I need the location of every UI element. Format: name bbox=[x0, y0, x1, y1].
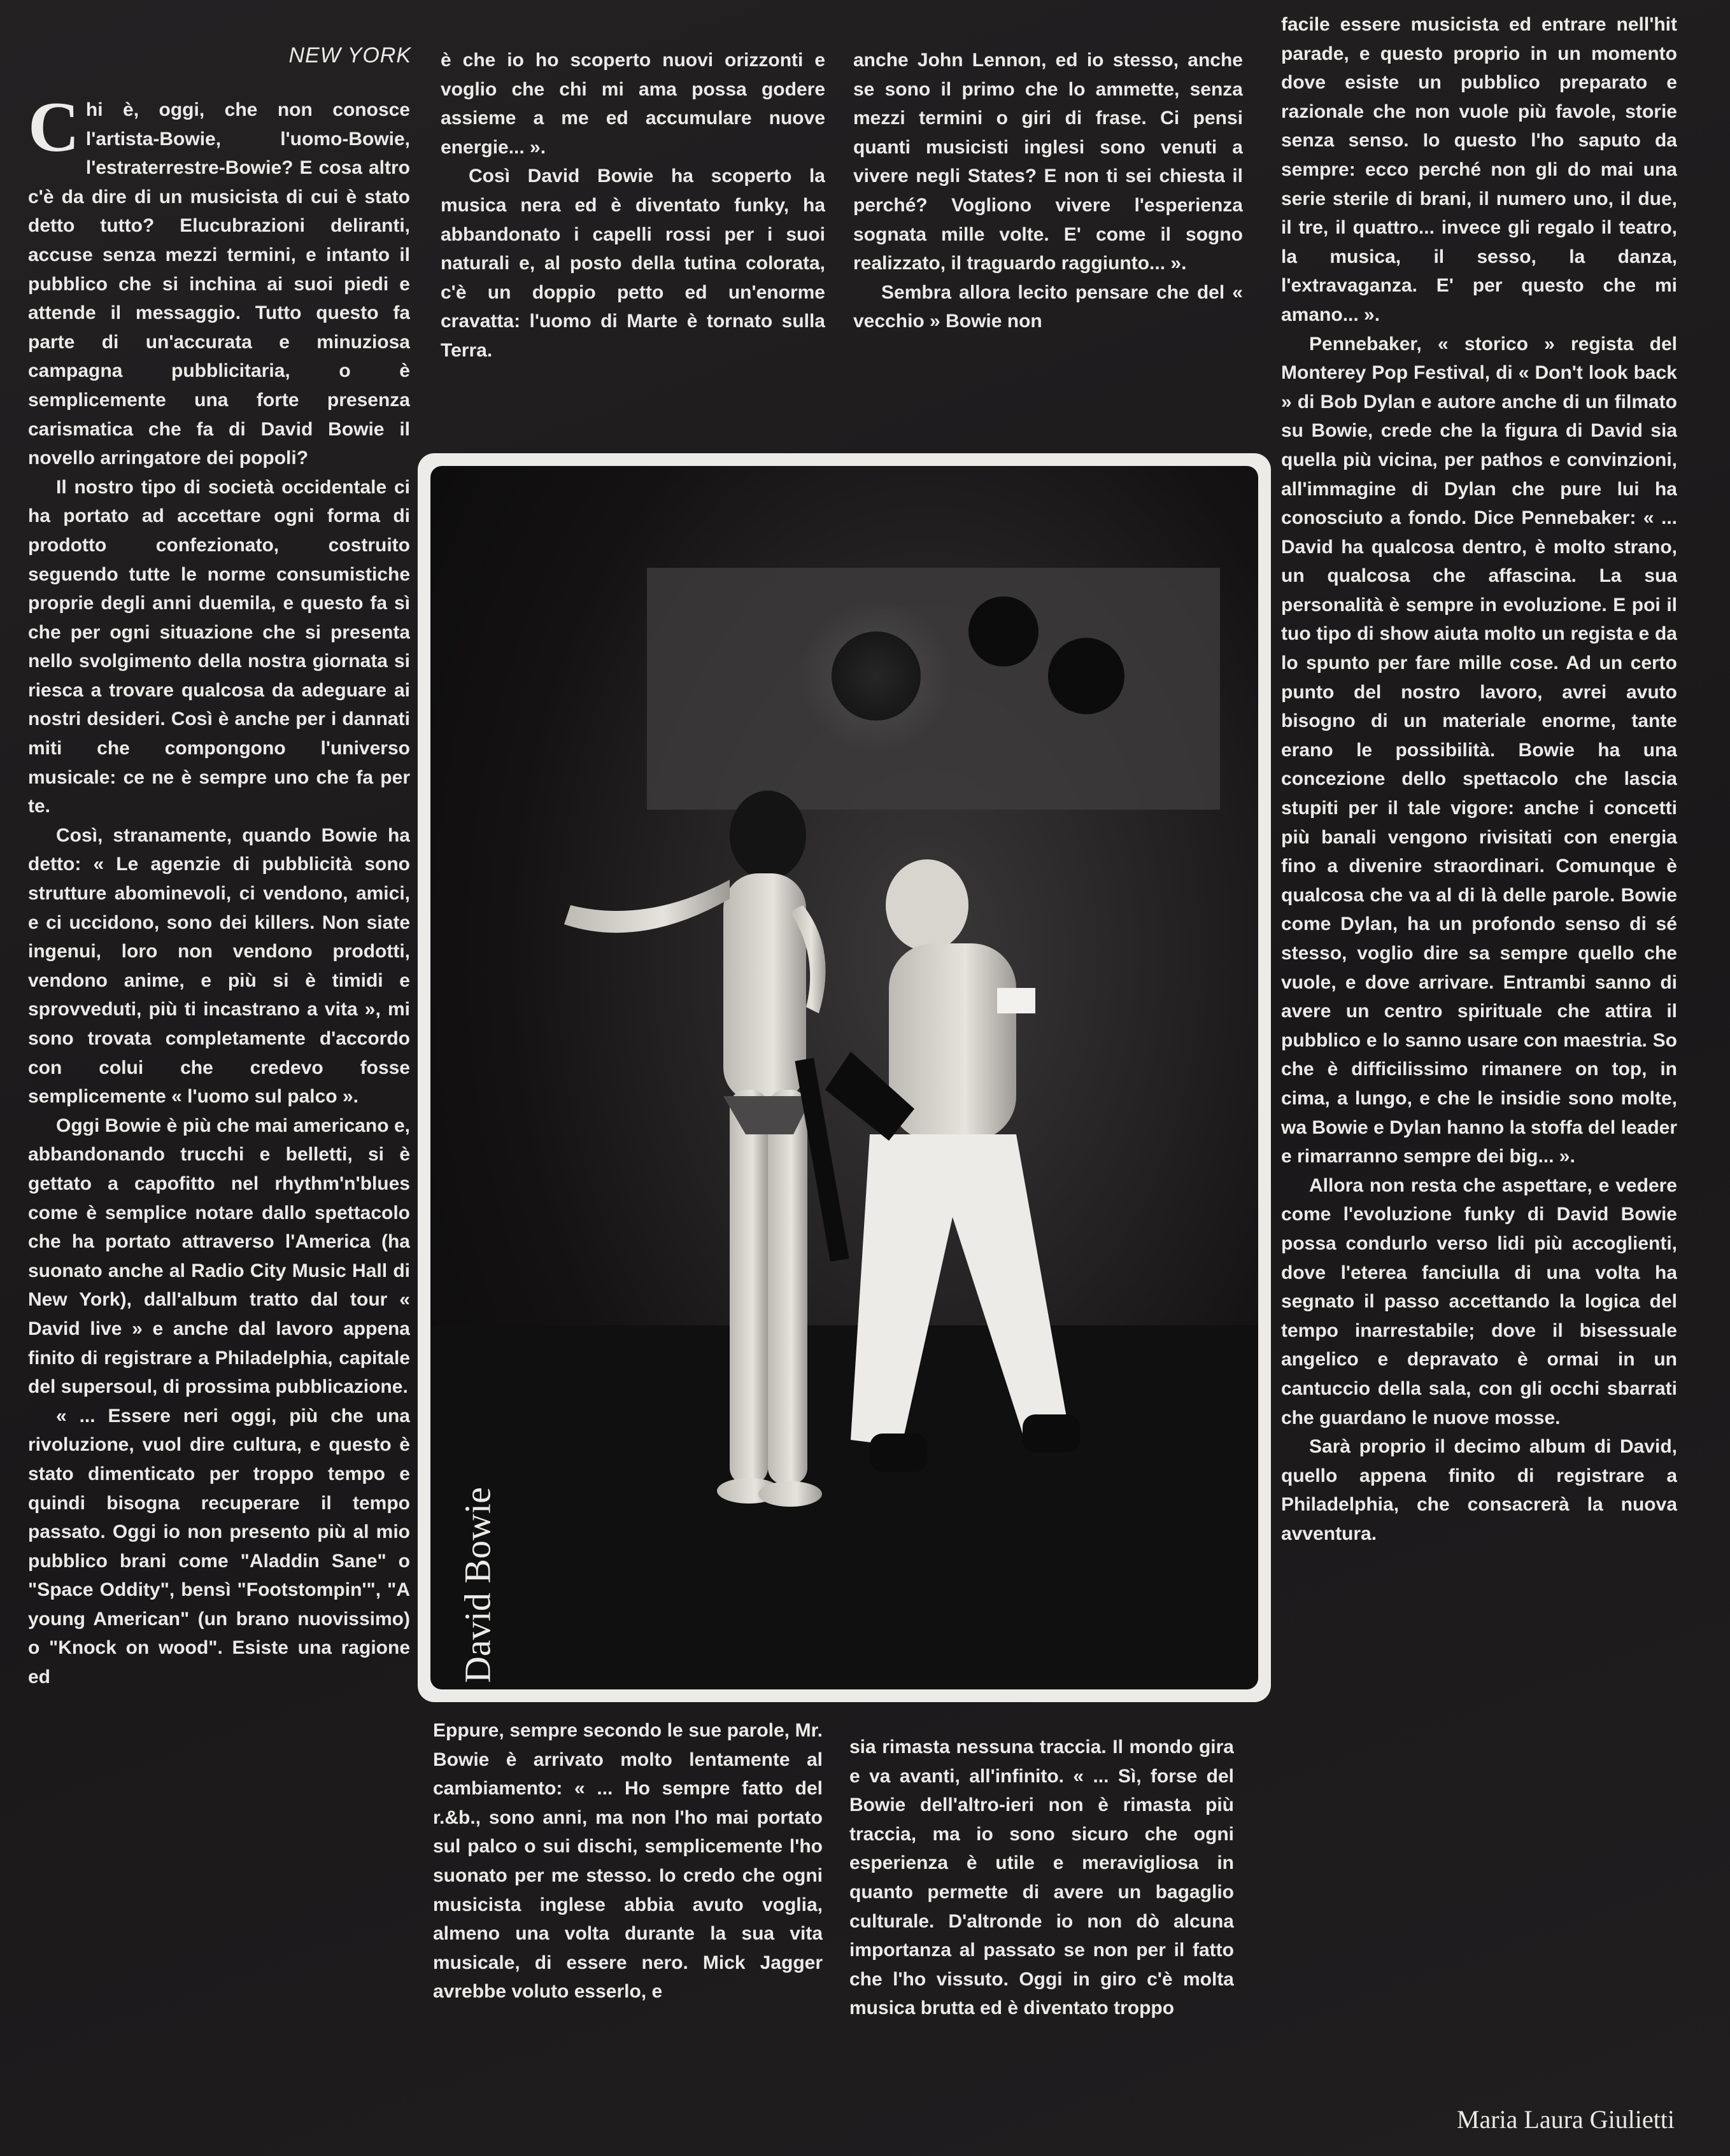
photo-caption bbox=[439, 1487, 516, 1683]
concert-photo bbox=[430, 466, 1258, 1689]
paragraph: Oggi Bowie è più che mai americano e, abbandonando trucchi e belletti, si è gettato a capofitto nel rhythm'n'blues come è semplice notare dallo spettacolo che ha portato attraverso l'America (ha suonato anche al Radio City Music Hall di New York), dall'album tratto dal tour « David live » e anche dal lavoro appena finito di registrare a Philadelphia, capitale del supersoul, di prossima pubblicazione. bbox=[28, 1115, 410, 1398]
paragraph: sia rimasta nessuna traccia. Il mondo gira e va avanti, all'infinito. « ... Sì, forse del Bowie dell'altro-ieri non è rimasta più traccia, ma io sono sicuro che ogni esperienza è utile e meravigliosa in quanto permette di avere un bagaglio culturale. D'altronde io non dò alcuna importanza al passato se non per il fatto che l'ho vissuto. Oggi in giro c'è molta musica brutta ed è diventato troppo bbox=[849, 1737, 1234, 2019]
paragraph bbox=[28, 95, 410, 473]
paragraph: Pennebaker, « storico » regista del Monterey Pop Festival, di « Don't look back » di Bob Dylan e autore anche di un filmato su Bowie, crede che la figura di David sia quella più vicina, per pathos e convinzioni, all'immagine di Dylan che pure lui ha conosciuto a fondo. Dice Pennebaker: « ... David ha qualcosa dentro, è molto strano, un qualcosa che affascina. La sua personalità è sempre in evoluzione. E poi il tuo tipo di show aiuta molto un regista e da lo spunto per fare mille cose. Ad un certo punto del nostro lavoro, avrei avuto bisogno di un materiale enorme, tante erano le possibilità. Bowie ha una concezione dello spettacolo che lascia stupiti per il tale vigore: anche i concetti più banali vengono rivisitati con energia fino a divenire straordinari. Comunque è qualcosa che va al di là delle parole. Bowie come Dylan, ha un profondo senso di sé stesso, voglio dire sa sempre quello che vuole, e dove arrivare. Entrambi sanno di avere un centro spirituale che attira il pubblico e lo sanno usare con maestria. So che è difficilissimo rimanere on top, in cima, a lungo, e che le insidie sono molte, wa Bowie e Dylan hanno la stoffa del leader e rimarranno sempre dei big... ». bbox=[1281, 333, 1677, 1167]
article-column-1 bbox=[28, 95, 410, 2120]
dateline: NEW YORK bbox=[288, 43, 411, 67]
paragraph: « ... Essere neri oggi, più che una rivoluzione, vuol dire cultura, e questo è stato dimenticato per troppo tempo e quindi bisogna recuperare il tempo passato. Oggi io non presento più al mio pubblico brani come "Aladdin Sane" o "Space Oddity", bensì "Footstompin'", "A young American" (un brano nuovissimo) o "Knock on wood". Esiste una ragione ed bbox=[28, 1405, 410, 1688]
paragraph: è che io ho scoperto nuovi orizzonti e voglio che chi mi ama possa godere assieme a me ed accumulare nuove energie... ». bbox=[441, 50, 825, 158]
paragraph: Il nostro tipo di società occidentale ci ha portato ad accettare ogni forma di prodotto confezionato, costruito seguendo tutte le norme consumistiche proprie degli anni duemila, e questo fa sì che per ogni situazione che si presenta nello svolgimento della nostra giornata si riesca a trovare qualcosa da adeguare ai nostri desideri. Così è anche per i dannati miti che compongono l'universo musicale: ce ne è sempre uno che fa per te. bbox=[28, 476, 410, 817]
paragraph: Sembra allora lecito pensare che del « vecchio » Bowie non bbox=[853, 281, 1243, 332]
article-column-3-top bbox=[853, 46, 1243, 434]
paragraph: Sarà proprio il decimo album di David, quello appena finito di registrare a Philadelphia, che consacrerà la nuova avventura. bbox=[1281, 1436, 1677, 1544]
paragraph: Eppure, sempre secondo le sue parole, Mr. Bowie è arrivato molto lentamente al cambiamento: « ... Ho sempre fatto del r.&b., sono anni, ma non l'ho mai portato sul palco o sui dischi, semplicemente l'ho suonato per me stesso. Io credo che ogni musicista inglese abbia avuto voglia, almeno una volta durante la sua vita musicale, di essere nero. Mick Jagger avrebbe voluto esserlo, e bbox=[433, 1720, 823, 2003]
article-column-4 bbox=[1281, 10, 1677, 2101]
article-column-2-top bbox=[441, 46, 825, 434]
drop-cap: C bbox=[28, 95, 80, 167]
article-column-3-bottom bbox=[849, 1733, 1234, 2127]
photo-caption-text: David Bowie bbox=[457, 1487, 499, 1683]
article-column-2-bottom bbox=[433, 1716, 823, 2124]
paragraph: Allora non resta che aspettare, e vedere come l'evoluzione funky di David Bowie possa condurlo verso lidi più accoglienti, dove l'eterea fanciulla di una volta ha segnato il passo accettando la logica del tempo inarrestabile; dove il bisessuale angelico e depravato è ormai in un cantuccio della sala, con gli occhi sbarrati che guardano le nuove mosse. bbox=[1281, 1174, 1677, 1428]
paragraph-text: hi è, oggi, che non conosce l'artista-Bowie, l'uomo-Bowie, l'estraterrestre-Bowie? E cosa altro c'è da dire di un musicista di cui è stato detto tutto? Elucubrazioni deliranti, accuse senza mezzi termini, e intanto il pubblico che si inchina ai suoi piedi e attende il messaggio. Tutto questo fa parte di un'accurata e minuziosa campagna pubblicitaria, o è semplicemente una forte presenza carismatica che fa di David Bowie il novello arringatore dei popoli? bbox=[28, 99, 410, 469]
paragraph: facile essere musicista ed entrare nell'hit parade, e questo proprio in un momento dove esiste un pubblico preparato e razionale che non vuole più favole, storie senza senso. Io questo l'ho saputo da sempre: ecco perché non gli do mai una serie sterile di brani, il numero uno, il due, il tre, il quattro... invece gli regalo il teatro, la musica, il sesso, la danza, l'extravaganza. E' per questo che mi amano... ». bbox=[1281, 14, 1677, 325]
paragraph: Così David Bowie ha scoperto la musica nera ed è diventato funky, ha abbandonato i capelli rossi per i suoi naturali e, al posto della tutina colorata, c'è un doppio petto ed un'enorme cravatta: l'uomo di Marte è tornato sulla Terra. bbox=[441, 166, 825, 361]
author-signature: Maria Laura Giulietti bbox=[1456, 2105, 1675, 2134]
paragraph: anche John Lennon, ed io stesso, anche se sono il primo che lo ammette, senza mezzi termini o giri di frase. Ci pensi quanti musicisti inglesi sono venuti a vivere negli States? E non ti sei chiesta il perché? Vogliono vivere l'esperienza sognata mille volte. E' come il sogno realizzato, il traguardo raggiunto... ». bbox=[853, 50, 1243, 274]
concert-photo-illustration bbox=[430, 466, 1258, 1689]
paragraph: Così, stranamente, quando Bowie ha detto: « Le agenzie di pubblicità sono strutture abominevoli, ci vendono, amici, e ci uccidono, sono dei killers. Non siate ingenui, loro non vendono prodotti, vendono anime, e più si è timidi e sprovveduti, più ti incastrano a vita », mi sono trovata completamente d'accordo con colui che credevo fosse semplicemente « l'uomo sul palco ». bbox=[28, 824, 410, 1108]
